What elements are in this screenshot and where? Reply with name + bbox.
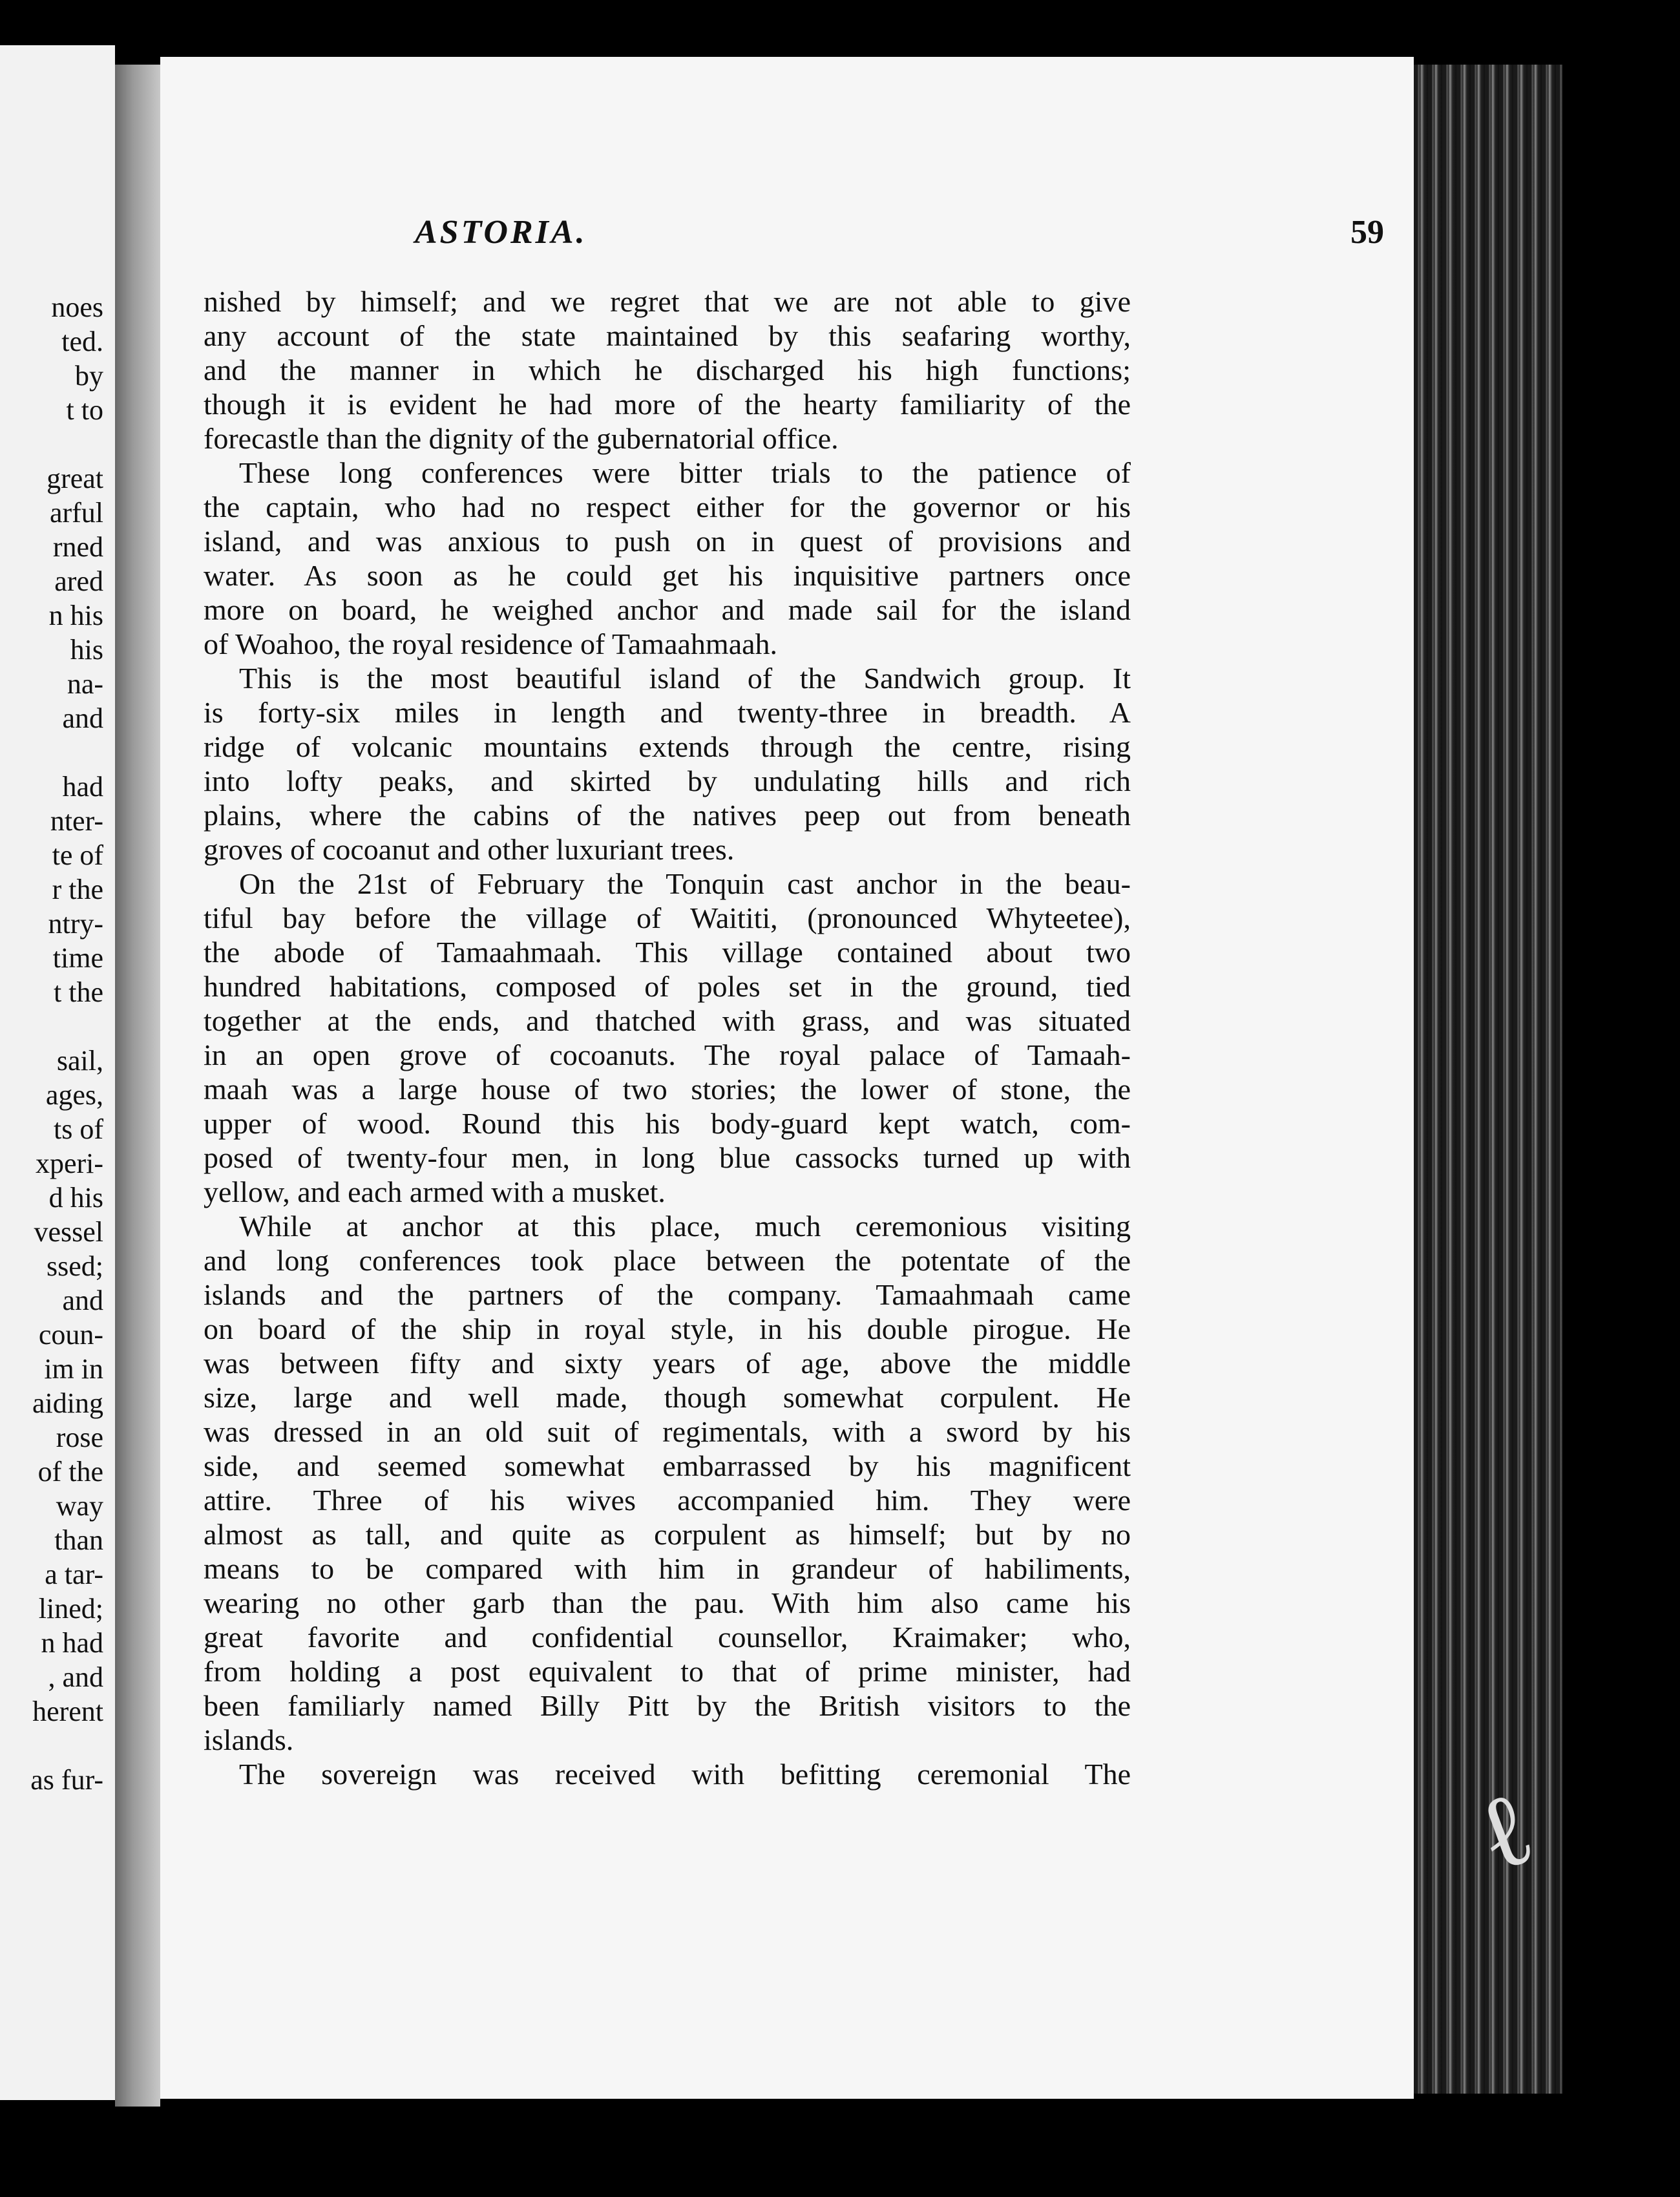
- text-line: great favorite and confidential counsellor, Kraimaker; who,: [204, 1621, 1131, 1654]
- text-line: islands and the partners of the company. Tamaahmaah came: [204, 1278, 1131, 1311]
- left-page-line: im in: [44, 1353, 103, 1385]
- left-page-line: aiding: [32, 1387, 103, 1419]
- text-line: the abode of Tamaahmaah. This village contained about two: [204, 936, 1131, 969]
- left-page-line: ts of: [54, 1113, 103, 1145]
- text-line: of Woahoo, the royal residence of Tamaahmaah.: [204, 627, 778, 660]
- left-page-line: na-: [67, 668, 103, 700]
- left-page-line: te of: [52, 839, 103, 871]
- left-page-line: and: [62, 1285, 103, 1316]
- left-page-line: way: [56, 1490, 103, 1522]
- text-line: size, large and well made, though somewhat corpulent. He: [204, 1381, 1131, 1414]
- body-text: [204, 284, 1131, 1791]
- text-line: ridge of volcanic mountains extends through the centre, rising: [204, 730, 1131, 763]
- left-page-line: than: [54, 1524, 103, 1556]
- text-line: water. As soon as he could get his inquisitive partners once: [204, 559, 1131, 592]
- text-line: was dressed in an old suit of regimentals, with a sword by his: [204, 1415, 1131, 1448]
- text-line: tiful bay before the village of Waititi, (pronounced Whyteetee),: [204, 901, 1131, 934]
- text-line: is forty-six miles in length and twenty-three in breadth. A: [204, 696, 1131, 729]
- left-page-line: his: [70, 634, 103, 666]
- text-line: islands.: [204, 1723, 294, 1756]
- text-line: wearing no other garb than the pau. With him also came his: [204, 1586, 1131, 1619]
- text-line: posed of twenty-four men, in long blue cassocks turned up with: [204, 1141, 1131, 1174]
- left-page-line: herent: [32, 1696, 103, 1727]
- left-page-line: great: [47, 463, 103, 494]
- left-page-line: and: [62, 702, 103, 734]
- text-line: on board of the ship in royal style, in his double pirogue. He: [204, 1312, 1131, 1345]
- text-line: and long conferences took place between the potentate of the: [204, 1244, 1131, 1277]
- left-page-line: nter-: [50, 805, 103, 837]
- left-page-line: by: [75, 360, 103, 392]
- text-line: These long conferences were bitter trials to the patience of: [239, 456, 1131, 489]
- text-line: and the manner in which he discharged his high functions;: [204, 353, 1131, 386]
- text-line: This is the most beautiful island of the Sandwich group. It: [239, 662, 1131, 695]
- left-page-line: as fur-: [30, 1764, 103, 1796]
- left-page-line: ssed;: [47, 1250, 103, 1282]
- text-line: means to be compared with him in grandeur of habiliments,: [204, 1552, 1131, 1585]
- text-line: any account of the state maintained by this seafaring worthy,: [204, 319, 1131, 352]
- left-page-line: sail,: [56, 1045, 103, 1077]
- text-line: forecastle than the dignity of the gubernatorial office.: [204, 422, 839, 455]
- left-page-line: of the: [37, 1456, 103, 1487]
- text-line: On the 21st of February the Tonquin cast anchor in the beau-: [239, 867, 1131, 900]
- text-line: The sovereign was received with befitting ceremonial The: [239, 1758, 1131, 1791]
- left-page-line: ted.: [61, 326, 103, 357]
- text-line: yellow, and each armed with a musket.: [204, 1175, 666, 1208]
- left-page-line: had: [62, 771, 103, 803]
- left-page-line: t the: [54, 976, 103, 1008]
- left-page-line: xperi-: [35, 1148, 103, 1179]
- text-line: While at anchor at this place, much ceremonious visiting: [239, 1210, 1131, 1243]
- text-line: in an open grove of cocoanuts. The royal palace of Tamaah-: [204, 1038, 1131, 1071]
- text-line: plains, where the cabins of the natives peep out from beneath: [204, 799, 1131, 832]
- left-page-line: , and: [48, 1661, 103, 1693]
- text-line: attire. Three of his wives accompanied him. They were: [204, 1484, 1131, 1517]
- text-line: from holding a post equivalent to that of prime minister, had: [204, 1655, 1131, 1688]
- text-line: side, and seemed somewhat embarrassed by his magnificent: [204, 1449, 1131, 1482]
- text-line: the captain, who had no respect either for the governor or his: [204, 490, 1131, 523]
- page-number: 59: [1350, 214, 1384, 251]
- text-line: been familiarly named Billy Pitt by the British visitors to the: [204, 1689, 1131, 1722]
- left-page-line: a tar-: [45, 1559, 103, 1590]
- left-page-line: time: [52, 942, 103, 974]
- text-line: together at the ends, and thatched with grass, and was situated: [204, 1004, 1131, 1037]
- text-line: was between fifty and sixty years of age, above the middle: [204, 1347, 1131, 1380]
- left-page-line: ages,: [45, 1079, 103, 1111]
- left-page-line: ntry-: [48, 908, 103, 940]
- left-page-line: ared: [54, 565, 103, 597]
- handwritten-mark: ℓ: [1460, 1765, 1549, 1897]
- text-line: into lofty peaks, and skirted by undulating hills and rich: [204, 764, 1131, 797]
- text-line: more on board, he weighed anchor and made sail for the island: [204, 593, 1131, 626]
- left-page-line: d his: [48, 1182, 103, 1214]
- page-header: [0, 213, 1680, 265]
- text-line: nished by himself; and we regret that we are not able to give: [204, 285, 1131, 318]
- left-page-line: rned: [52, 531, 103, 563]
- text-line: hundred habitations, composed of poles set in the ground, tied: [204, 970, 1131, 1003]
- text-line: island, and was anxious to push on in quest of provisions and: [204, 525, 1131, 558]
- book-gutter: [115, 65, 160, 2107]
- left-page-line: lined;: [38, 1593, 103, 1624]
- left-page-line: n his: [48, 600, 103, 631]
- running-title: ASTORIA.: [415, 214, 587, 251]
- text-line: groves of cocoanut and other luxuriant trees.: [204, 833, 735, 866]
- left-page-line: r the: [52, 874, 103, 905]
- left-page-line: noes: [51, 291, 103, 323]
- left-page-line: arful: [49, 497, 103, 529]
- left-page-line: vessel: [34, 1216, 103, 1248]
- left-page-line: t to: [66, 394, 103, 426]
- left-page-line: n had: [41, 1627, 103, 1659]
- left-page-line: coun-: [38, 1319, 103, 1351]
- text-line: maah was a large house of two stories; the lower of stone, the: [204, 1073, 1131, 1106]
- left-page-fragment: [0, 45, 115, 2100]
- text-line: almost as tall, and quite as corpulent as himself; but by no: [204, 1518, 1131, 1551]
- text-line: though it is evident he had more of the hearty familiarity of the: [204, 388, 1131, 421]
- text-line: upper of wood. Round this his body-guard kept watch, com-: [204, 1107, 1131, 1140]
- left-page-line: rose: [56, 1422, 103, 1453]
